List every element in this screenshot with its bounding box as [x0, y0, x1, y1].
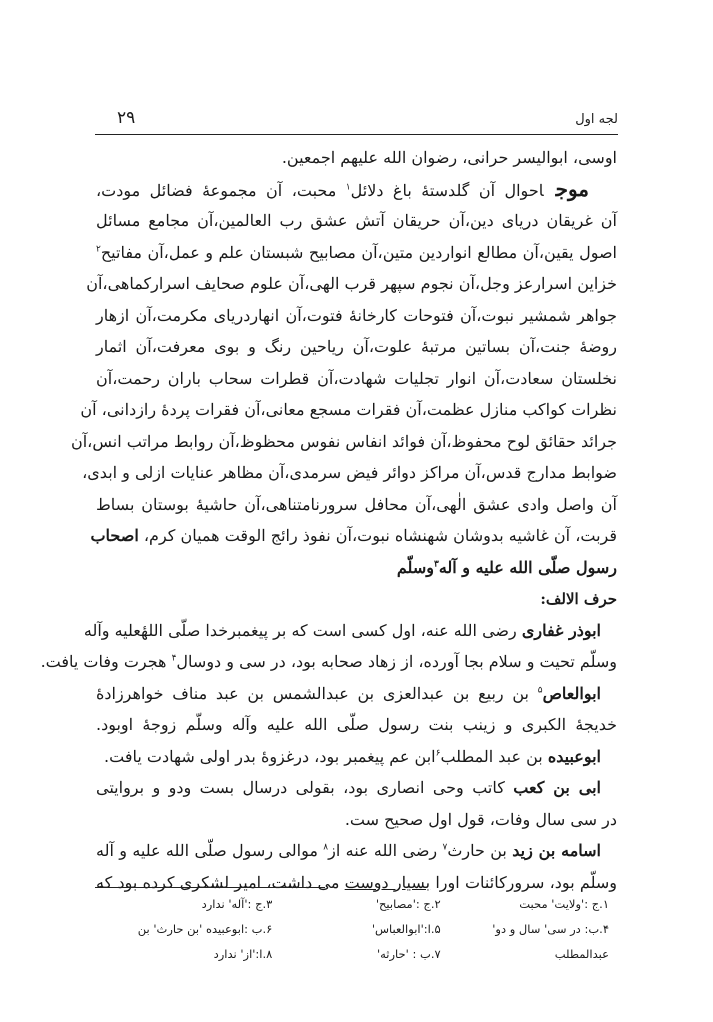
footnote: ۳.ج :'آله' ندارد	[201, 897, 273, 911]
text-line: ابوالعاص$^۵$ بن ربیع بن عبدالعزی بن عبدالشمس بن عبد مناف خواهرزادهٔ	[96, 683, 601, 703]
text-line: نظرات کواکب منازل عظمت،آن فقرات مسجع معانی،آن فقرات پردهٔ رازدانی، آن	[80, 400, 617, 419]
text-line	[96, 583, 617, 615]
text-line: اصول یقین،آن مطالع انواردین متین،آن مصابیح شبستان علم و عمل،آن مفاتیح$^۲$	[96, 242, 617, 262]
footnote: ۸.ا:'از' ندارد	[213, 947, 273, 961]
entry-name: ابی بن کعب	[513, 778, 601, 797]
footnote-ref: ۸	[323, 842, 329, 853]
footnote-ref: ۴	[171, 653, 177, 664]
footnote: ۶.ب :ابوعبیده 'بن حارث' بن	[137, 922, 273, 936]
text-line: اسامه بن زید بن حارث$^۷$ رضی الله عنه از$^۸$ موالی رسول صلّی الله علیه و آله	[96, 841, 602, 860]
bold-term: اصحاب	[90, 526, 139, 545]
text-line: جواهر شمشیر نبوت،آن فتوحات کارخانهٔ فتوت،آن انهاردریای مکرمت،آن ازهار	[96, 305, 617, 325]
text-line: نخلستان سعادت،آن انوار تجلیات شهادت،آن قطرات سحاب باران رحمت،آن	[96, 368, 617, 388]
text-line: آن غریقان دریای دین،آن حریقان آتش عشق رب العالمین،آن مجامع مسائل	[96, 211, 617, 230]
footnote-ref: ۵	[537, 685, 543, 696]
page-number: ۲۹	[117, 108, 136, 128]
text-line: جرائد حقائق لوح محفوظ،آن فوائد انفاس نفوس محظوظ،آن روابط مراتب انس،آن	[70, 431, 617, 451]
footnotes	[104, 892, 609, 967]
running-header	[95, 108, 618, 135]
text-line: اوسی، ابوالیسر حرانی، رضوان الله علیهم اجمعین.	[281, 148, 617, 167]
footnote-row	[104, 942, 609, 967]
footnote: ۲.ج :'مصابیح'	[375, 897, 441, 911]
entry-name: ابوالعاص	[542, 683, 601, 703]
section-heading-harf: حرف الالف:	[540, 590, 617, 608]
text-line: در سی سال وفات، قول اول صحیح ست.	[344, 809, 617, 829]
text-line: ابی بن کعب کاتب وحی انصاری بود، بقولی درسال بست ودو و بروایتی	[96, 778, 601, 797]
footnote-divider	[95, 887, 325, 888]
text-line: ابوعبیده بن عبد المطلب$^۶$ابن عم پیغمبر بود، درغزوهٔ بدر اولی شهادت یافت.	[104, 746, 601, 766]
footnote-ref: ۳	[433, 559, 439, 570]
entry-name: اسامه بن زید	[512, 841, 602, 860]
footnote: ۷.ب : 'حارثه'	[376, 947, 441, 961]
footnote-row	[104, 892, 609, 917]
footnote-row	[104, 917, 609, 942]
footnote: ۴.ب: در سی' سال و دو'	[492, 922, 609, 936]
footnote-ref: ۷	[442, 842, 448, 853]
footnote: ۵.ا:'ابوالعباس'	[371, 922, 441, 936]
underlined-phrase: بسیار دوست	[344, 872, 431, 892]
text-line: خزاین اسرارعز وجل،آن نجوم سپهر قرب الهی،آن علوم صحایف اسرارکماهی،آن	[86, 274, 617, 293]
text-line: رسول صلّی الله علیه و آله$^۳$وسلّم	[396, 557, 617, 577]
section-heading-mawj: موج	[555, 176, 590, 201]
footnote-ref: ۲	[96, 244, 101, 255]
body-text	[40, 142, 617, 898]
footnote: ۱.ج :'ولایت' محبت	[519, 897, 609, 911]
footnote-ref: ۶	[435, 748, 441, 759]
text-line: ابوذر غفاری رضی الله عنه، اول کسی است که بر پیغمبرخدا صلّی اللهٔعلیه وآله	[83, 620, 601, 640]
entry-name: ابوذر غفاری	[521, 620, 601, 640]
text-line: آن واصل وادی عشق الٰهی،آن محافل سرورنامتناهی،آن حاشیهٔ بوستان بساط	[96, 494, 617, 514]
entry-name: ابوعبیده	[547, 746, 601, 766]
chapter-title: لجه اول	[575, 112, 618, 127]
text-line: ضوابط مدارج قدس،آن مراکز دوائر فیض سرمدی،آن مظاهر عنایات ازلی و ابدی،	[82, 463, 617, 482]
text-line: روضهٔ جنت،آن بساتین مرتبهٔ علوت،آن ریاحین رنگ و بوی معرفت،آن اثمار	[96, 337, 617, 356]
text-line: قربت، آن غاشیه بدوشان شهنشاه نبوت،آن نفوذ رائج الوقت همیان کرم، اصحاب	[90, 526, 617, 545]
footnote: عبدالمطلب	[554, 947, 609, 961]
footnote-ref: ۱	[345, 182, 351, 193]
text-line: وسلّم تحیت و سلام بجا آورده، از زهاد صحابه بود، در سی و دوسال$^۴$ هجرت وفات یافت.	[40, 652, 617, 671]
text-line: وسلّم بود، سرورکائنات اورا بسیار دوست می داشت، امیر لشکری کرده بود که	[96, 872, 617, 892]
text-line: خدیجهٔ الکبری و زینب بنت رسول صلّی الله علیه وآله وسلّم زوجهٔ اوبود.	[96, 715, 617, 734]
text-line: موجاحوال آن گلدستهٔ باغ دلائل$^۱$ محبت، آن مجموعهٔ فضائل مودت،	[96, 176, 590, 201]
